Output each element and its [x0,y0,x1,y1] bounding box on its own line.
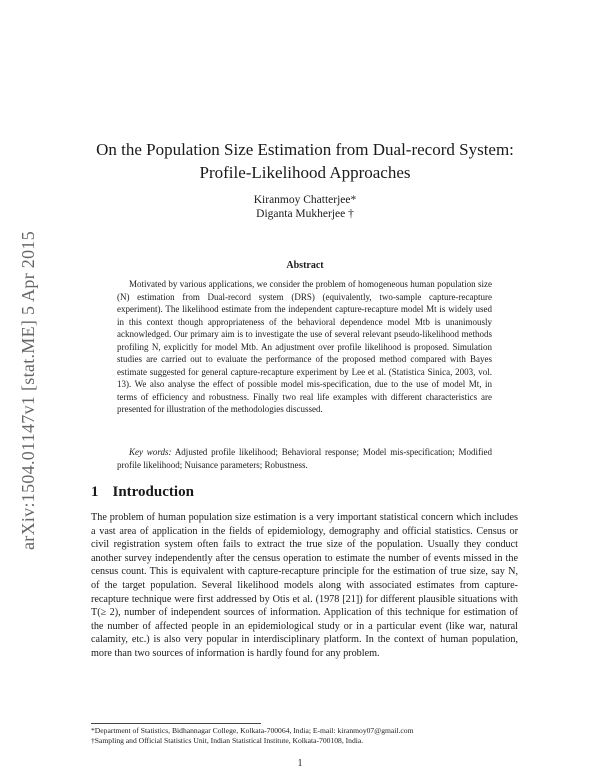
arxiv-identifier: arXiv:1504.01147v1 [stat.ME] 5 Apr 2015 [17,230,38,550]
abstract-text: Motivated by various applications, we consider the problem of homogeneous human population size (N) estimation from Dual-record system (DRS) (equivalently, two-sample capture-recapture experiment). The likelihood estimate from the independent capture-recapture model Mt is widely used in this context though appropriateness of the behavioral dependence model Mtb is unanimously acknowledged. Our primary aim is to investigate the use of several relevant pseudo-likelihood methods profiling N, explicitly for model Mtb. An adjustment over profile likelihood is proposed. Simulation studies are carried out to evaluate the performance of the proposed method compared with Bayes estimate suggested for general capture-recapture experiment by Lee et al. (Statistica Sinica, 2003, vol. 13). We also analyse the effect of possible model mis-specification, due to the use of model Mt, in terms of efficiency and robustness. Finally two real life examples with different characteristics are presented for illustration of the methodologies discussed. [117,279,492,414]
title-line-1: On the Population Size Estimation from Dual-record System: [96,140,514,159]
page-number: 1 [297,758,303,769]
title-line-2: Profile-Likelihood Approaches [199,163,411,182]
section-number: 1 [91,484,99,500]
keywords [117,446,492,471]
footnote-2: †Sampling and Official Statistics Unit, Indian Statistical Institute, Kolkata-700108, India. [91,736,364,745]
footnote-1: *Department of Statistics, Bidhannagar College, Kolkata-700064, India; E-mail: kiranmoy07@gmail.com [91,726,414,735]
section-title: Introduction [112,484,194,500]
author-2: Diganta Mukherjee † [256,208,354,220]
footnote-divider [91,723,261,724]
keywords-text: Adjusted profile likelihood; Behavioral response; Model mis-specification; Modified profile likelihood; Nuisance parameters; Robustness. [117,447,492,470]
section-heading [91,484,194,501]
author-list [80,193,530,221]
intro-paragraph: The problem of human population size estimation is a very important statistical concern which includes a vast area of application in the fields of epidemiology, demography and official statistics. Census or civil registration system often fails to extract the true size of the population. Usually they conduct another survey independently after the census operation to estimate the number of events missed in the census count. This is equivalent with capture-recapture principle for the estimation of true size, say N, of the target population. Several likelihood models along with associated estimates from capture-recapture technique were first addressed by Otis et al. (1978 [21]) for different plausible situations with T(≥ 2), number of independent sources of information. Application of this technique for estimation of the number of affected people in an epidemiological study or in a particular event (like war, natural calamity, etc.) is also very popular in interdisciplinary platform. In the context of human population, more than two sources of information is hardly found for any problem. [91,512,518,659]
abstract-heading: Abstract [286,260,324,271]
author-1: Kiranmoy Chatterjee* [253,194,357,206]
arxiv-sidebar [8,205,48,575]
keywords-label: Key words: [129,447,172,457]
paper-title [80,138,530,184]
